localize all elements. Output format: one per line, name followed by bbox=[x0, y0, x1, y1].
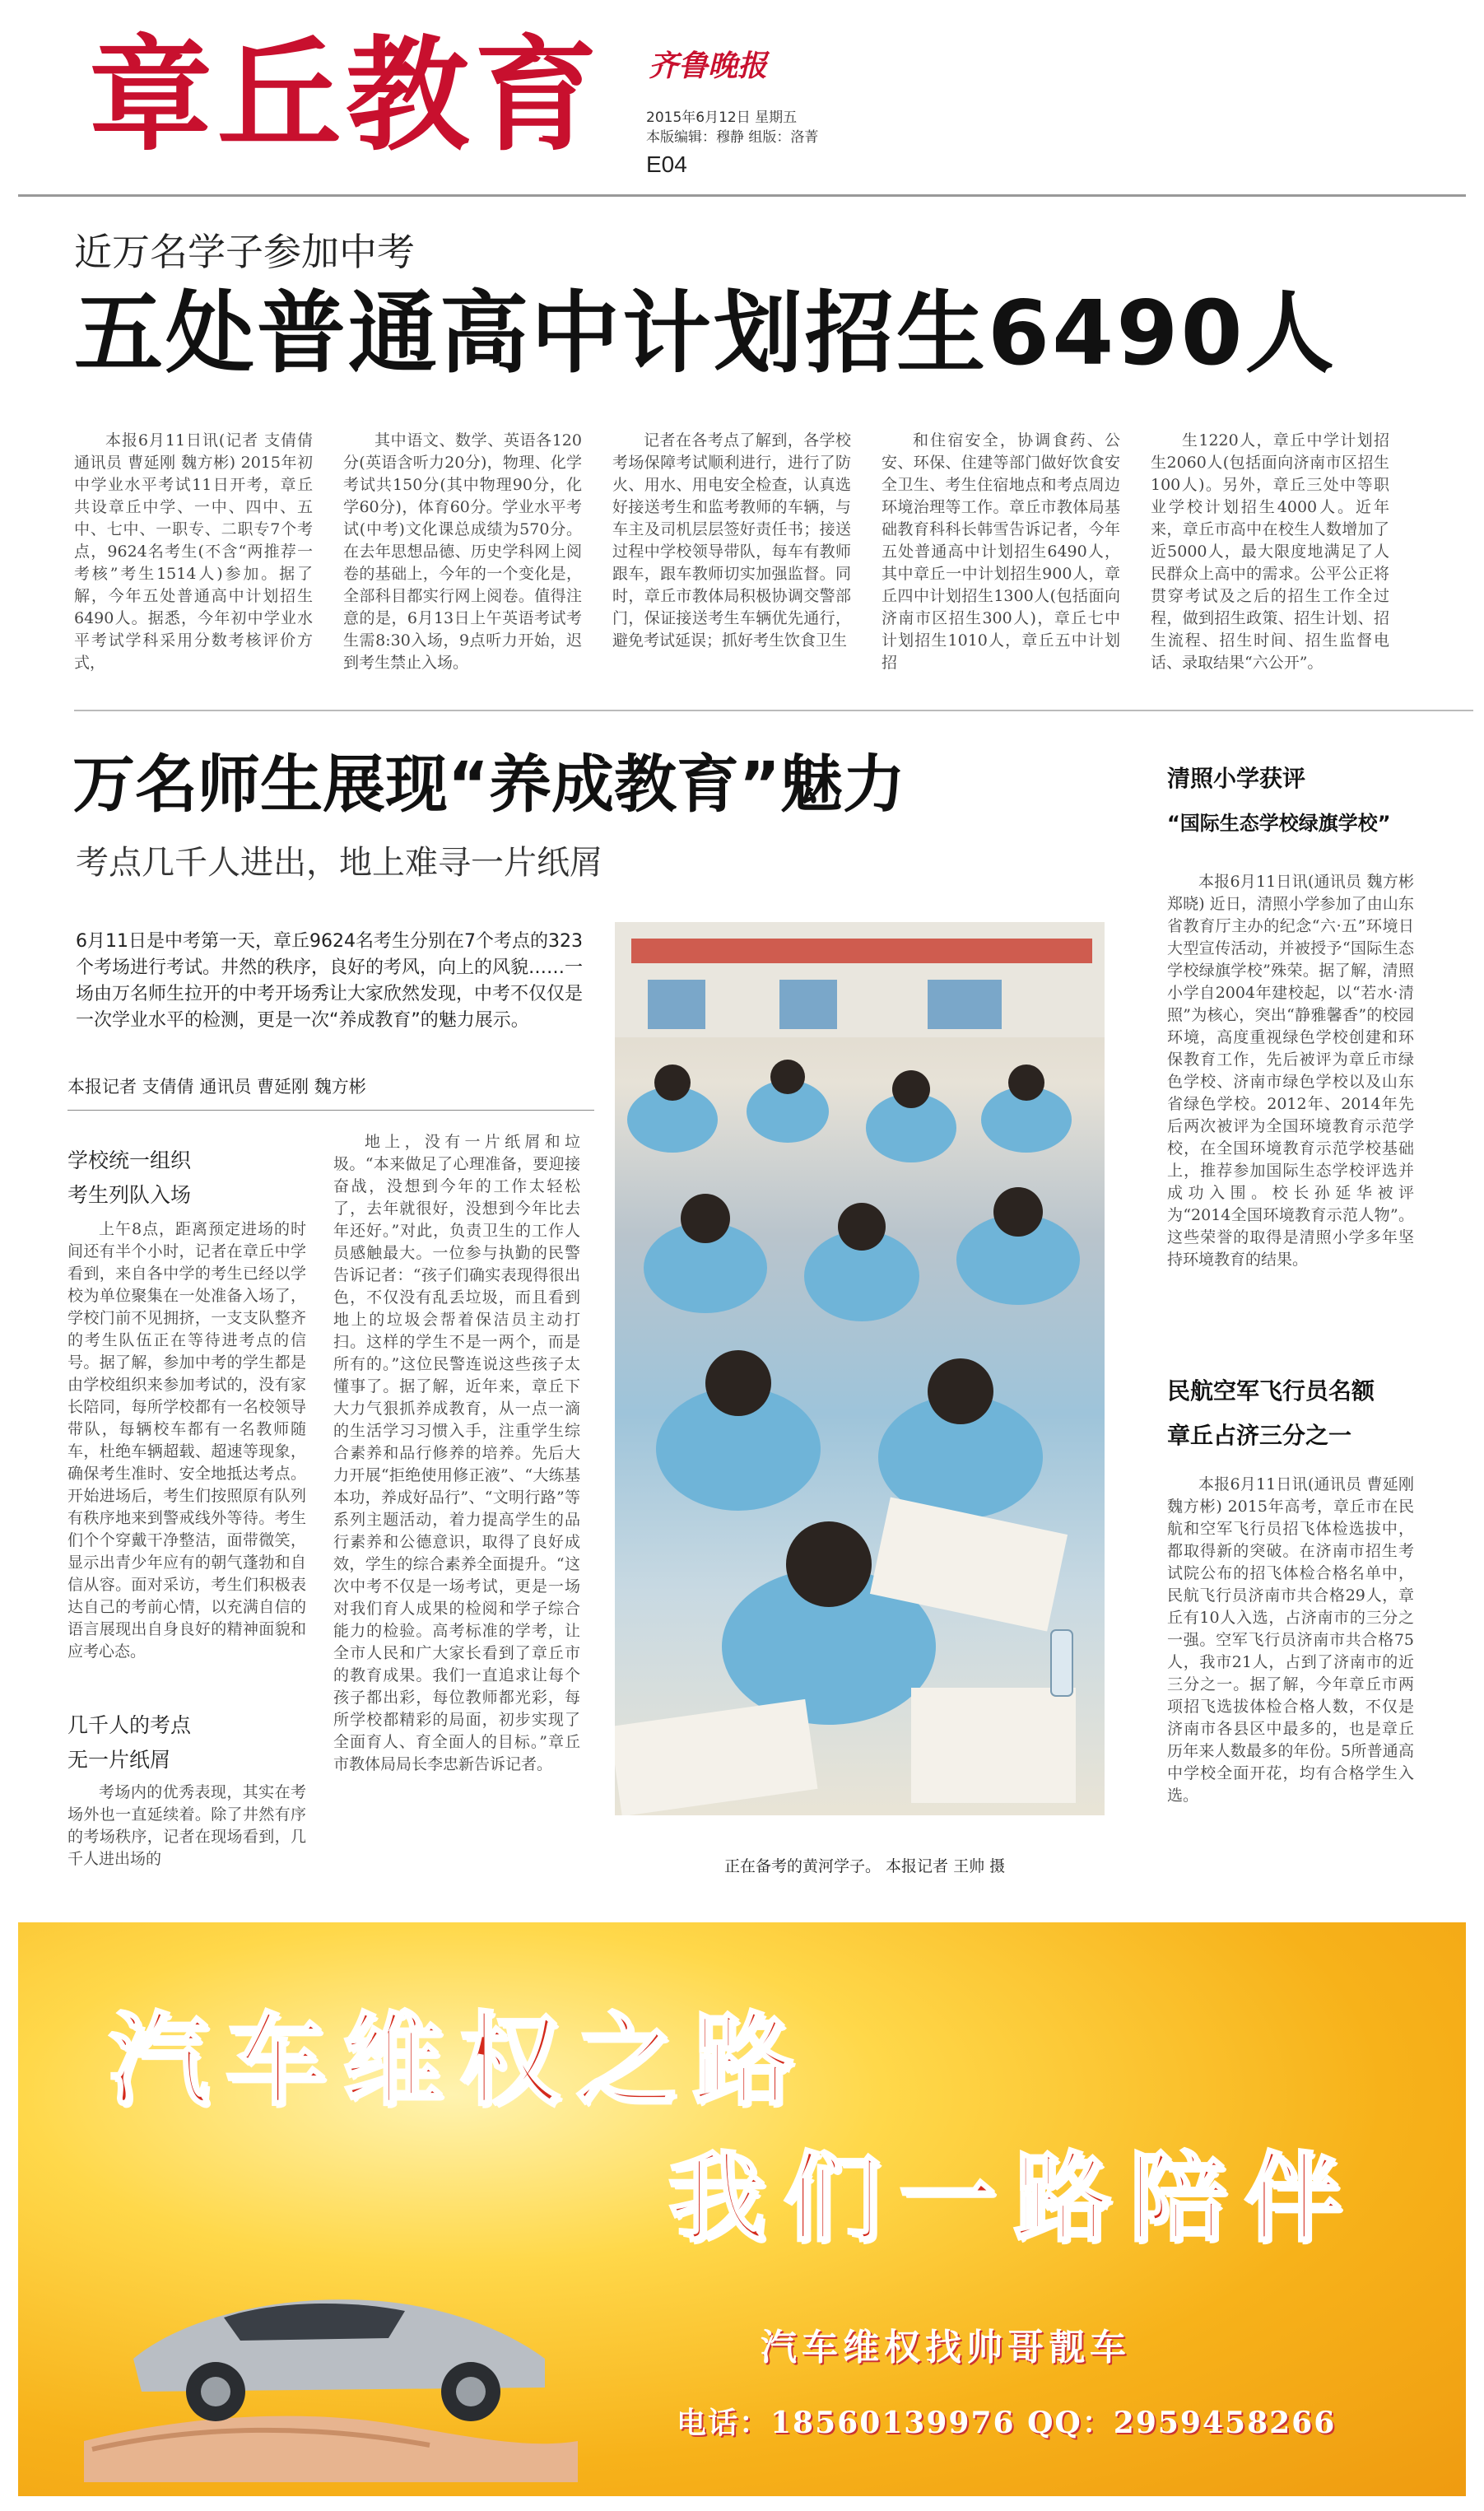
sidebar-item1-body: 本报6月11日讯(通讯员 魏方彬 郑晓) 近日，清照小学参加了由山东省教育厅主办的纪念“六·五”环境日大型宣传活动，并被授予“国际生态学校绿旗学校”殊荣。据了解，清照小学自2004年建校起，以“若水·清照”为核心，突出“静雅馨香”的校园环境，高度重视绿色学校创建和环保教育工作，先后被评为章丘市绿色学校、济南市绿色学校以及山东省绿色学校。2012年、2014年先后两次被评为全国环境教育示范学校，在全国环境教育示范学校基础上，推荐参加国际生态学校评选并成功入围。校长孙延华被评为“2014全国环境教育示范人物”。这些荣誉的取得是清照小学多年坚持环境教育的结果。 bbox=[1167, 873, 1414, 1269]
lead-col-3: 记者在各考点了解到，各学校考场保障考试顺利进行，进行了防火、用水、用电安全检查，认真选好接送考生和监考教师的车辆，与车主及司机层层签好责任书；接送过程中学校领导带队，每车有教师跟车，跟车教师切实加强监督。同时，章丘市教体局积极协调交警部门，保证接送考生车辆优先通行，避免考试延误；抓好考生饮食卫生 bbox=[612, 431, 851, 650]
sidebar-item2-body: 本报6月11日讯(通讯员 曹延刚 魏方彬) 2015年高考，章丘市在民航和空军飞行员招飞体检选拔中，都取得新的突破。在济南市招生考试院公布的招飞体检合格名单中，民航飞行员济南市共合格29人，章丘有10人入选，占济南市的三分之一强。空军飞行员济南市共合格75人，我市21人，占到了济南市的近三分之一。据了解，今年章丘市两项招飞选拔体检合格人数，不仅是济南市各县区中最多的，也是章丘历年来人数最多的年份。5所普通高中学校全面开花，均有合格学生入选。 bbox=[1167, 1475, 1414, 1805]
feature-deck: 考点几千人进出，地上难寻一片纸屑 bbox=[76, 844, 602, 882]
lead-kicker: 近万名学子参加中考 bbox=[74, 230, 415, 274]
feature-body-1: 上午8点，距离预定进场的时间还有半个小时，记者在章丘中学看到，来自各中学的考生已经以学校为单位聚集在一处准备入场了，学校门前不见拥挤，一支支队整齐的考生队伍正在等待进考点的信号。据了解，参加中考的学生都是由学校组织来参加考试的，没有家长陪同，每所学校都有一名校领导带队，每辆校车都有一名教师随车，杜绝车辆超载、超速等现象，确保考生准时、安全地抵达考点。开始进场后，考生们按照原有队列有秩序地来到警戒线外等待。考生们个个穿戴干净整洁，面带微笑，显示出青少年应有的朝气蓬勃和自信从容。面对采访，考生们积极表达自己的考前心情，以充满自信的语言展现出自身良好的精神面貌和应考心态。 bbox=[67, 1220, 306, 1661]
ad-tagline: 汽车维权找帅哥靓车 bbox=[761, 2327, 1131, 2369]
car-in-hand-image bbox=[84, 2235, 578, 2482]
feature-subhead-2b: 无一片纸屑 bbox=[67, 1748, 171, 1772]
page-number: E04 bbox=[646, 151, 687, 177]
feature-body-3: 地上，没有一片纸屑和垃圾。“本来做足了心理准备，要迎接奋战，没想到今年的工作太轻松了，去年就很好，没想到今年比去年还好。”对此，负责卫生的工作人员感触最大。一位参与执勤的民警告诉记者：“孩子们确实表现得很出色，不仅没有乱丢垃圾，而且看到地上的垃圾会帮着保洁员主动打扫。这样的学生不是一两个，而是所有的。”这位民警连说这些孩子太懂事了。据了解，近年来，章丘下大力气狠抓养成教育，从一点一滴的生活学习习惯入手，注重学生综合素养和品行修养的培养。先后大力开展“拒绝使用修正液”、“大练基本功，养成好品行”、“文明行路”等系列主题活动，着力提高学生的品行素养和公德意识，取得了良好成效，学生的综合素养全面提升。“这次中考不仅是一场考试，更是一场对我们育人成果的检阅和学子综合能力的检验。高考标准的学考，让全市人民和广大家长看到了章丘市的教育成果。我们一直追求让每个孩子都出彩，每位教师都光彩，每所学校都精彩的局面，初步实现了全面育人、育全面人的目标。”章丘市教体局局长李忠新告诉记者。 bbox=[333, 1133, 580, 1773]
feature-body-2: 考场内的优秀表现，其实在考场外也一直延续着。除了井然有序的考场秩序，记者在现场看到，几千人进出场的 bbox=[67, 1783, 306, 1868]
lead-col-4: 和住宿安全，协调食药、公安、环保、住建等部门做好饮食安全卫生、考生住宿地点和考点周边环境治理等工作。章丘市教体局基础教育科科长韩雪告诉记者，今年五处普通高中计划招生6490人，其中章丘一中计划招生900人，章丘四中计划招生1300人(包括面向济南市区招生300人)，章丘七中计划招生1010人，章丘五中计划招 bbox=[882, 431, 1120, 672]
issue-date: 2015年6月12日 星期五 bbox=[646, 109, 798, 126]
masthead-rule bbox=[18, 194, 1466, 197]
lead-headline: 五处普通高中计划招生6490人 bbox=[74, 282, 1337, 385]
ad-contact-info: 电话：18560139976 QQ：2959458266 bbox=[677, 2406, 1337, 2440]
sidebar-item1-title-b: “国际生态学校绿旗学校” bbox=[1167, 812, 1391, 835]
byline-rule bbox=[67, 1110, 594, 1111]
lead-col-2: 其中语文、数学、英语各120分(英语含听力20分)，物理、化学考试共150分(其中物理90分，化学60分)，体育60分。学业水平考试(中考)文化课总成绩为570分。在去年思想品德、历史学科网上阅卷的基础上，今年的一个变化是，全部科目都实行网上阅卷。值得注意的是，6月13日上午英语考试考生需8:30入场，9点听力开始，迟到考生禁止入场。 bbox=[343, 431, 582, 672]
sidebar-item2-title-b: 章丘占济三分之一 bbox=[1167, 1422, 1352, 1449]
feature-subhead-2a: 几千人的考点 bbox=[67, 1713, 192, 1737]
ad-slogan-1: 汽车维权之路 bbox=[109, 2001, 810, 2119]
exam-hall-illustration bbox=[615, 922, 1105, 1815]
feature-lede: 6月11日是中考第一天，章丘9624名考生分别在7个考点的323个考场进行考试。井然的秩序，良好的考风，向上的风貌……一场由万名师生拉开的中考开场秀让大家欣然发现，中考不仅仅是一次学业水平的检测，更是一次“养成教育”的魅力展示。 bbox=[76, 931, 584, 1031]
editor-credit: 本版编辑：穆静 组版：洛菁 bbox=[646, 129, 819, 146]
feature-headline: 万名师生展现“养成教育”魅力 bbox=[72, 748, 905, 821]
masthead-title: 章丘教育 bbox=[89, 25, 603, 168]
photo-caption: 正在备考的黄河学子。 本报记者 王帅 摄 bbox=[724, 1857, 1006, 1875]
section-rule bbox=[74, 710, 1473, 711]
paper-name-logo: 齐鲁晚报 bbox=[649, 49, 768, 83]
sidebar-item2-title-a: 民航空军飞行员名额 bbox=[1167, 1377, 1375, 1405]
feature-subhead-1b: 考生列队入场 bbox=[67, 1183, 192, 1207]
lead-col-1: 本报6月11日讯(记者 支倩倩 通讯员 曹延刚 魏方彬) 2015年初中学业水平考试11日开考，章丘共设章丘中学、一中、四中、五中、七中、一职专、二职专7个考点，9624名考生(不含“两推荐一考核”考生1514人)参加。据了解，今年五处普通高中计划招生6490人。据悉，今年初中学业水平考试学科采用分数考核评价方式， bbox=[74, 431, 313, 672]
feature-byline: 本报记者 支倩倩 通讯员 曹延刚 魏方彬 bbox=[67, 1077, 366, 1097]
feature-subhead-1a: 学校统一组织 bbox=[67, 1148, 192, 1172]
sidebar-item1-title-a: 清照小学获评 bbox=[1167, 765, 1306, 792]
ad-slogan-2: 我们一路陪伴 bbox=[668, 2141, 1361, 2255]
exam-hall-photo bbox=[615, 922, 1105, 1815]
lead-col-5: 生1220人，章丘中学计划招生2060人(包括面向济南市区招生100人)。另外，章丘三处中等职业学校计划招生4000人。近年来，章丘市高中在校生人数增加了近5000人，最大限度地满足了人民群众上高中的需求。公平公正将贯穿考试及之后的招生工作全过程，做到招生政策、招生计划、招生流程、招生时间、招生监督电话、录取结果“六公开”。 bbox=[1151, 431, 1389, 672]
car-rights-advertisement bbox=[18, 1922, 1466, 2496]
